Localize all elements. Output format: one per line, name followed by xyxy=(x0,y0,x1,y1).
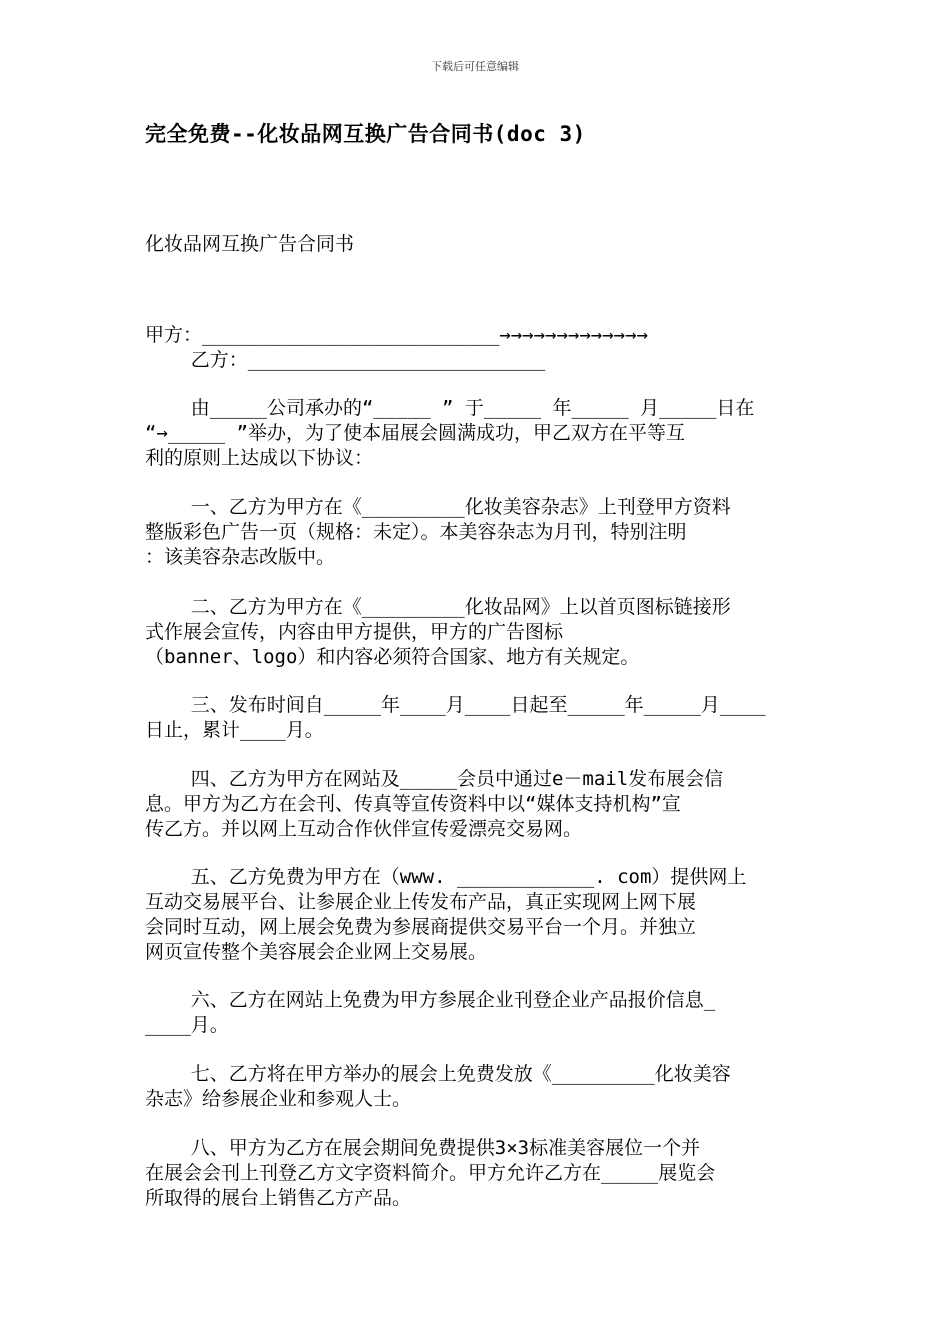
paragraph-line: 在展会会刊上刊登乙方文字资料简介。甲方允许乙方在_____展览会 xyxy=(145,1162,716,1184)
paragraph-line: （banner、logo）和内容必须符合国家、地方有关规定。 xyxy=(145,646,640,668)
clause-8 xyxy=(145,1136,815,1211)
clause-3 xyxy=(145,693,815,743)
paragraph-line: 一、乙方为甲方在《_________化妆美容杂志》上刊登甲方资料 xyxy=(145,496,731,518)
paragraph-line: 三、发布时间自_____年____月____日起至_____年_____月____ xyxy=(145,694,766,716)
paragraph-line: 传乙方。并以网上互动合作伙伴宣传爱漂亮交易网。 xyxy=(145,818,583,840)
party-b-line: 乙方：__________________________ xyxy=(145,349,546,371)
paragraph-line: 四、乙方为甲方在网站及_____会员中通过e－mail发布展会信 xyxy=(145,768,724,790)
paragraph-line: 六、乙方在网站上免费为甲方参展企业刊登企业产品报价信息_ xyxy=(145,989,716,1011)
paragraph-line: 所取得的展台上销售乙方产品。 xyxy=(145,1187,412,1209)
paragraph-line: 息。甲方为乙方在会刊、传真等宣传资料中以“媒体支持机构”宣 xyxy=(145,793,681,815)
header-note: 下载后可任意编辑 xyxy=(431,60,519,73)
paragraph-line: 杂志》给参展企业和参观人士。 xyxy=(145,1088,412,1110)
paragraph-line: 式作展会宣传，内容由甲方提供，甲方的广告图标 xyxy=(145,621,564,643)
clause-7 xyxy=(145,1062,815,1112)
clause-1 xyxy=(145,495,815,570)
paragraph-line: “→_____ ”举办，为了使本届展会圆满成功，甲乙双方在平等互 xyxy=(145,422,685,444)
paragraph-line: 五、乙方免费为甲方在（www. ____________. com）提供网上 xyxy=(145,866,747,888)
paragraph-intro xyxy=(145,396,815,471)
clause-4 xyxy=(145,767,815,842)
clause-6 xyxy=(145,988,815,1038)
paragraph-line: ____月。 xyxy=(145,1014,229,1036)
paragraph-line: 二、乙方为甲方在《_________化妆品网》上以首页图标链接形 xyxy=(145,596,731,618)
paragraph-line: 七、乙方将在甲方举办的展会上免费发放《_________化妆美容 xyxy=(145,1063,731,1085)
paragraph-line: 日止，累计____月。 xyxy=(145,719,324,741)
paragraph-line: 会同时互动，网上展会免费为参展商提供交易平台一个月。并独立 xyxy=(145,916,697,938)
paragraph-line: 网页宣传整个美容展会企业网上交易展。 xyxy=(145,941,488,963)
paragraph-line: 八、甲方为乙方在展会期间免费提供3×3标准美容展位一个并 xyxy=(145,1137,701,1159)
paragraph-line: 由_____公司承办的“_____ ” 于_____ 年_____ 月_____日在 xyxy=(145,397,755,419)
parties-block xyxy=(145,323,810,373)
paragraph-line: 利的原则上达成以下协议： xyxy=(145,447,374,469)
paragraph-line: ：该美容杂志改版中。 xyxy=(145,546,336,568)
clause-5 xyxy=(145,865,815,965)
document-title: 完全免费--化妆品网互换广告合同书(doc 3) xyxy=(145,122,586,146)
clause-2 xyxy=(145,595,815,670)
paragraph-line: 整版彩色广告一页（规格：未定）。本美容杂志为月刊，特别注明 xyxy=(145,521,687,543)
party-a-line: 甲方：__________________________→→→→→→→→→→→→→ xyxy=(145,324,649,346)
contract-subtitle: 化妆品网互换广告合同书 xyxy=(145,233,355,255)
paragraph-line: 互动交易展平台、让参展企业上传发布产品，真正实现网上网下展 xyxy=(145,891,697,913)
